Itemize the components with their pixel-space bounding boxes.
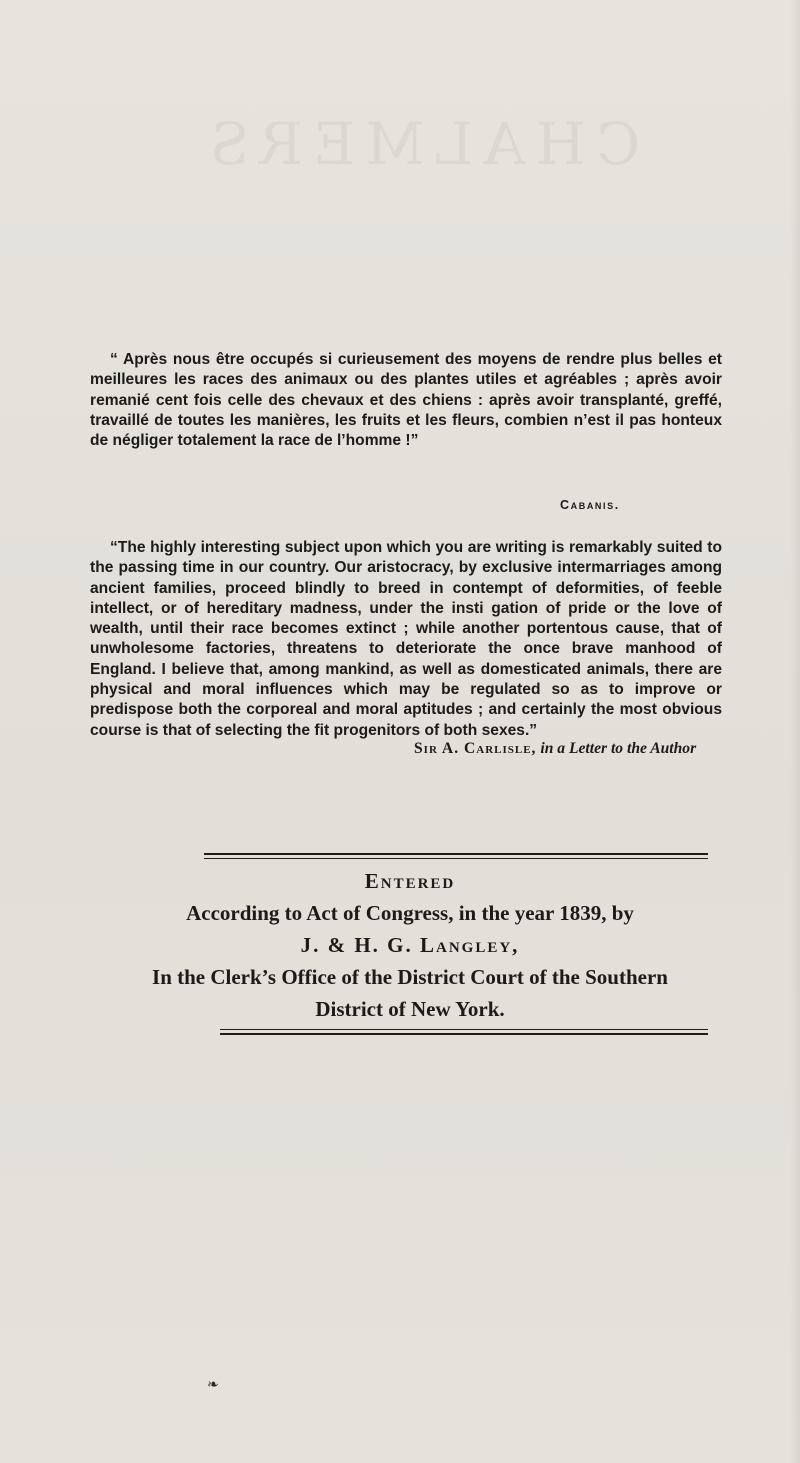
french-quote — [90, 350, 722, 451]
copyright-publisher: J. & H. G. Langley, — [300, 933, 520, 957]
bottom-rule-thin — [220, 1029, 708, 1030]
copyright-line-4: District of New York. — [315, 997, 505, 1021]
attribution-name: Sir A. Carlisle, — [414, 740, 537, 757]
bottom-rule — [220, 1033, 708, 1035]
english-quote-text: “The highly interesting subject upon which you are writing is remarkably suited to the passing time in our country. Our aristocracy, by exclusive intermarriages among ancient families, proceed blindly to breed in contempt of deformities, of feeble intellect, or of hereditary madness, under the insti gation of pride or the love of wealth, until their race becomes extinct ; while another portentous cause, that of unwholesome factories, threatens to deteriorate the once brave manhood of England. I believe that, among mankind, as well as domesticated animals, there are physical and moral influences which may be regulated so as to improve or predispose both the corporeal and moral aptitudes ; and certainly the most obvious course is that of selecting the fit progenitors of both sexes.” — [90, 539, 722, 739]
english-quote — [90, 538, 722, 741]
top-rule — [204, 853, 708, 855]
copyright-line-2 — [110, 930, 710, 960]
attribution-source: in a Letter to the Author — [540, 740, 697, 757]
french-quote-attribution: Cabanis. — [560, 498, 620, 512]
leaf-ornament-icon: ❧ — [207, 1377, 219, 1393]
english-quote-attribution — [414, 740, 696, 758]
bleed-through-text: CHALMERS — [199, 110, 641, 178]
french-quote-text: “ Après nous être occupés si curieusement des moyens de rendre plus belles et meilleures les races des animaux ou des plantes utiles et agréables ; après avoir remanié cent fois celle des chevaux et des chiens : après avoir transplanté, greffé, travaillé de toutes les manières, les fruits et les fleurs, combien n’est il pas honteux de négliger totalement la race de l’homme !” — [90, 351, 722, 450]
top-rule-thin — [204, 858, 708, 859]
copyright-line-3: In the Clerk’s Office of the District Court of the Southern — [152, 965, 668, 989]
page-edge-shadow — [790, 0, 800, 1463]
copyright-line-1: According to Act of Congress, in the year 1839, by — [186, 901, 634, 925]
copyright-heading — [110, 866, 710, 896]
copyright-heading-text: Entered — [364, 869, 456, 893]
